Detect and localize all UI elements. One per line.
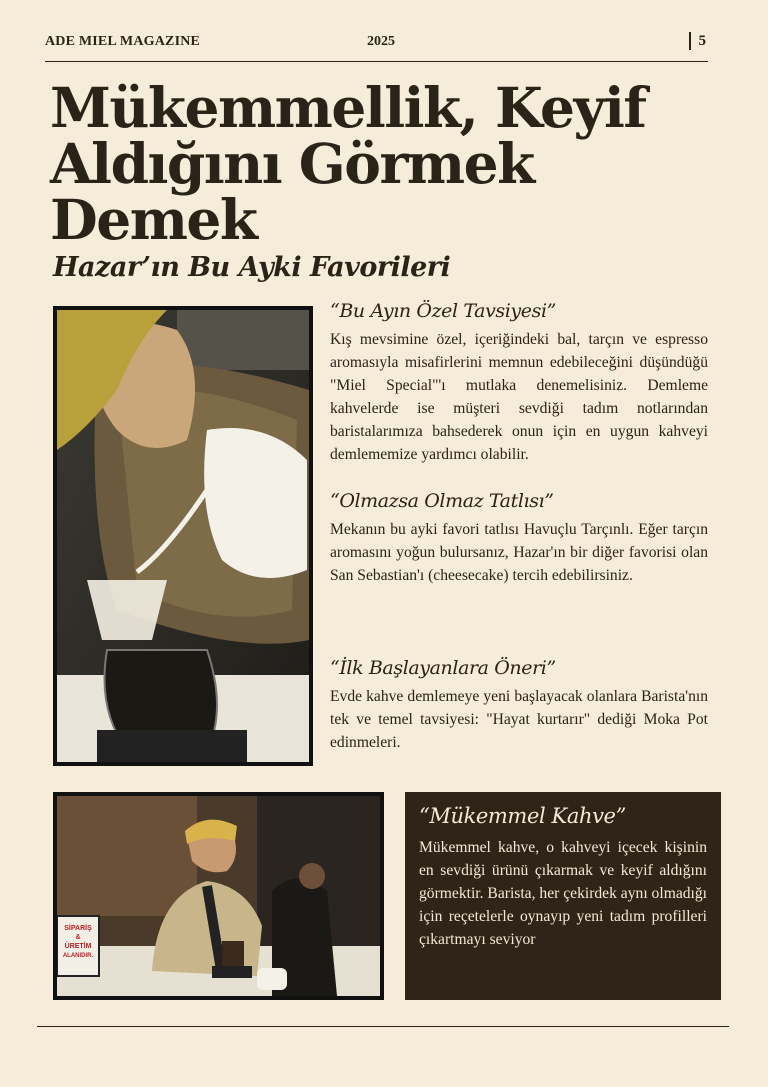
monthly-recommendation-section: [330, 300, 708, 466]
sign-line-2: &: [75, 934, 81, 941]
sign-line-3: ÜRETİM: [64, 943, 92, 950]
page-header: [45, 30, 708, 62]
article-title: Mükemmellik, Keyif Aldığını Görmek Demek: [50, 75, 646, 252]
magazine-name: ADE MIEL MAGAZINE: [45, 34, 201, 49]
beginners-tip-heading: “İlk Başlayanlara Öneri”: [330, 657, 556, 679]
barista-pour-over-photo: [53, 306, 313, 766]
beginners-tip-section: [330, 657, 708, 754]
issue-year: 2025: [367, 34, 395, 49]
must-have-dessert-heading: “Olmazsa Olmaz Tatlısı”: [330, 490, 554, 512]
article-subtitle: Hazar’ın Bu Ayki Favorileri: [53, 252, 451, 283]
coffee-bar-photo: [53, 792, 384, 1000]
must-have-dessert-body: Mekanın bu ayki favori tatlısı Havuçlu Tarçınlı. Eğer tarçın aromasını yoğun bulursanız, Hazar'ın bir diğer favorisi olan San Sebastian'ı (cheesecake) tercih edebilirsiniz.: [330, 521, 708, 584]
perfect-coffee-heading: “Mükemmel Kahve”: [419, 804, 626, 828]
page-number: 5: [689, 32, 707, 50]
sign-line-1: SİPARİŞ: [64, 925, 92, 932]
beginners-tip-body: Evde kahve demlemeye yeni başlayacak olanlara Barista'nın tek ve temel tavsiyesi: "Hayat kurtarır" dediği Moka Pot edinmeleri.: [330, 688, 708, 751]
must-have-dessert-section: [330, 490, 708, 587]
monthly-recommendation-body: Kış mevsimine özel, içeriğindeki bal, tarçın ve espresso aromasıyla misafirlerini memnun edebileceğini düşündüğü "Miel Special"'ı mutlaka denemelisiniz. Demleme kahvelerde ise müşteri sevdiği tadım notlarından baristalarımıza bahsederek onun için en uygun kahveyi demlememize yardımcı olabilir.: [330, 331, 708, 463]
perfect-coffee-body: Mükemmel kahve, o kahveyi içecek kişinin en sevdiği ürünü çıkarmak ve keyif aldığını görmektir. Barista, her çekirdek aynı olmadığı için reçetelerle oynayıp yeni tadım profilleri çıkartmayı seviyor: [419, 839, 707, 948]
footer-rule: [37, 1026, 729, 1027]
monthly-recommendation-heading: “Bu Ayın Özel Tavsiyesi”: [330, 300, 556, 322]
sign-line-4: ALANIDIR.: [62, 953, 94, 959]
perfect-coffee-quote-box: [405, 792, 721, 1000]
